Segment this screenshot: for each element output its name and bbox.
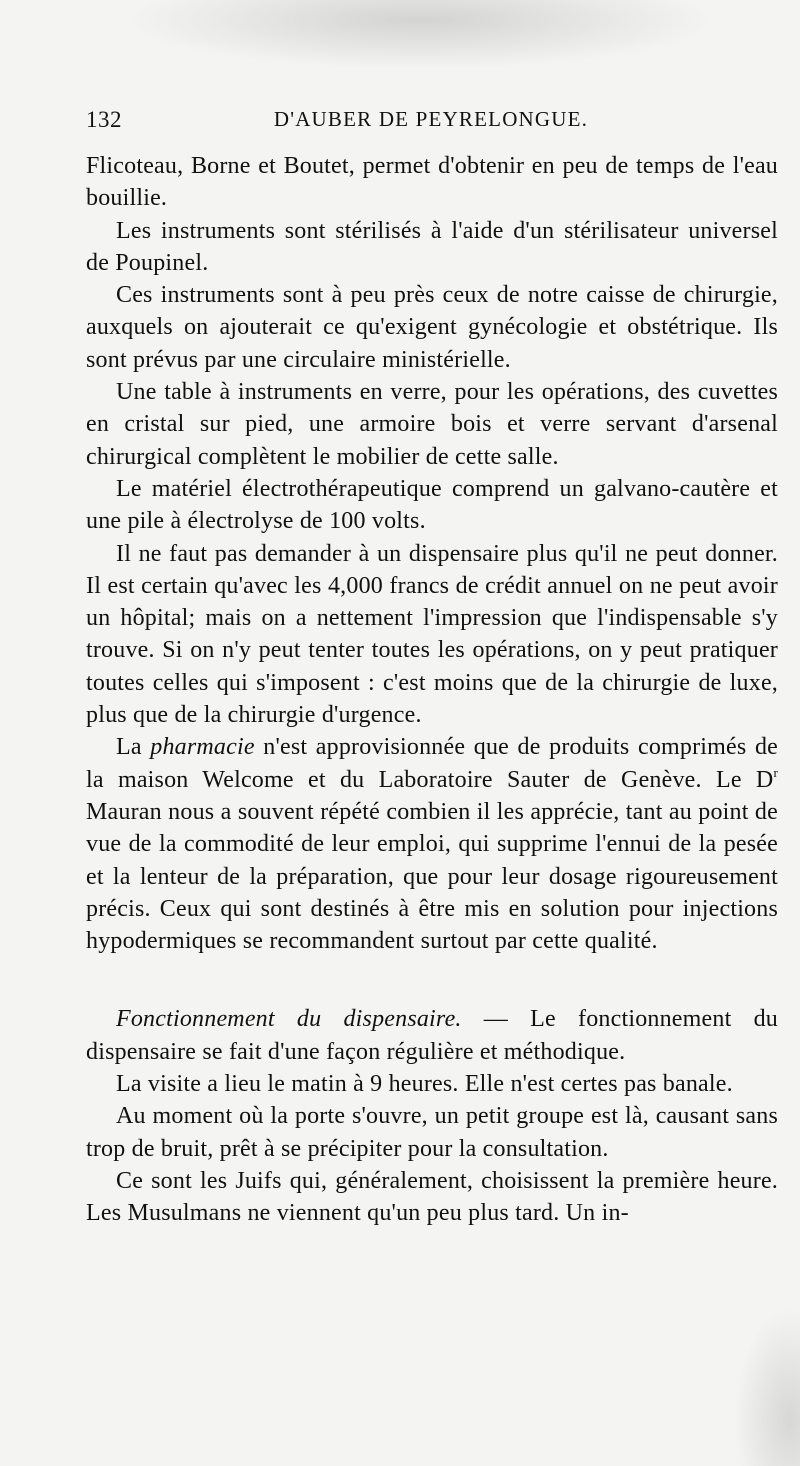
paragraph-pharmacie [86, 731, 778, 957]
doctor-abbrev-superscript: r [773, 764, 778, 780]
section-heading: Fonctionnement du dispensaire. [116, 1006, 462, 1033]
pharmacie-term: pharmacie [150, 734, 255, 761]
section-spacer [86, 957, 778, 1003]
paragraph: Une table à instruments en verre, pour les opérations, des cuvettes en cristal sur pied, une armoire bois et verre servant d'arsenal chirurgical complètent le mobilier de cette salle. [86, 379, 778, 470]
paragraph: Ces instruments sont à peu près ceux de notre caisse de chirurgie, auxquels on ajouterait ce qu'exigent gynécologie et obstétrique. Ils sont prévus par une circulaire ministérielle. [86, 282, 778, 373]
page-body [86, 150, 778, 1230]
paragraph-text: La [116, 734, 151, 761]
page-header [86, 107, 776, 141]
paragraph-text: Mauran nous a souvent répété combien il les apprécie, tant au point de vue de la commodité de leur emploi, qui supprime l'ennui de la pesée et la lenteur de la préparation, que pour leur dosage rigoureusement précis. Ceux qui sont destinés à être mis en solution pour injections hypodermiques se recommandent surtout par cette qualité. [86, 798, 778, 955]
paragraph-text: — Le fonctionnement du dispensaire se fait d'une façon régulière et méthodique. [86, 1006, 778, 1065]
paragraph: Flicoteau, Borne et Boutet, permet d'obtenir en peu de temps de l'eau bouillie. [86, 153, 778, 212]
paragraph: Il ne faut pas demander à un dispensaire plus qu'il ne peut donner. Il est certain qu'avec les 4,000 francs de crédit annuel on ne peut avoir un hôpital; mais on a nettement l'impression que l'indispensable s'y trouve. Si on n'y peut tenter toutes les opérations, on y peut pratiquer toutes celles qui s'imposent : c'est moins que de la chirurgie de luxe, plus que de la chirurgie d'urgence. [86, 540, 778, 729]
section-heading-paragraph [86, 1003, 778, 1068]
paragraph: Au moment où la porte s'ouvre, un petit groupe est là, causant sans trop de bruit, prêt à se précipiter pour la consultation. [86, 1103, 778, 1162]
page-number: 132 [86, 107, 122, 132]
running-title: D'AUBER DE PEYRELONGUE. [273, 107, 589, 131]
paragraph: La visite a lieu le matin à 9 heures. Elle n'est certes pas banale. [116, 1071, 733, 1098]
paragraph-text: n'est approvisionnée que de produits comprimés de la maison Welcome et du Laboratoire Sauter de Genève. Le D [86, 734, 778, 793]
paragraph: Le matériel électrothérapeutique comprend un galvano-cautère et une pile à électrolyse de 100 volts. [86, 475, 778, 535]
paragraph: Les instruments sont stérilisés à l'aide d'un stérilisateur universel de Poupinel. [86, 217, 778, 276]
paragraph: Ce sont les Juifs qui, généralement, choisissent la première heure. Les Musulmans ne viennent qu'un peu plus tard. Un in- [86, 1167, 778, 1227]
